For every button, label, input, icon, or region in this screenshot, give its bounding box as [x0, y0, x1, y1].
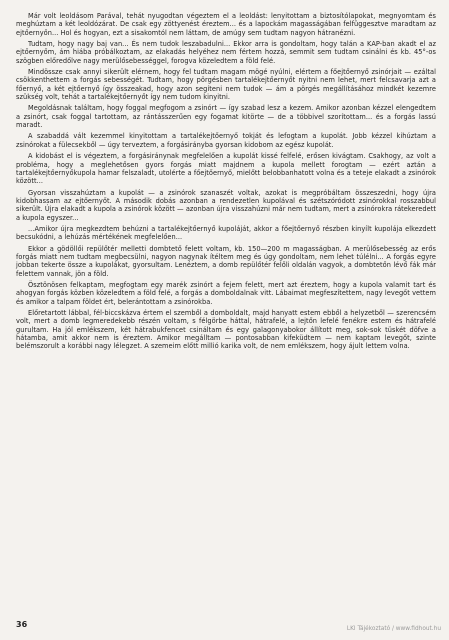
paragraph: Gyorsan visszahúztam a kupolát — a zsinórok szanaszét voltak, azokat is megpróbáltam összeszedni, hogy újra kidobhassam az ejtőernyőt. A második dobás azonban a rendezetlen kupolával és szétszóródott zsinórokkal rosszabbul sikerült. Újra elakadt a kupola a zsinórok között — azonban újra visszahúzni már nem tudtam, mert a zsinórokra rátekeredett a kupola egyszer...	[16, 188, 436, 222]
paragraph: Mindössze csak annyi sikerült elérnem, hogy fel tudtam magam mögé nyúlni, elértem a főejtőernyő zsinórjait — ezáltal csökkenthettem a forgás sebességét. Tudtam, hogy pörgésben tartalékejtőernyőt nyitni nem lehet, mert felcsavarja azt a főernyő, a két ejtőernyő így összeakad, hogy azon segíteni nem tudok — ám a pörgés megállításához mindkét kezemre szükség volt, tehát a tartalékejtőernyőt így nem tudom kinyitni.	[16, 68, 436, 102]
paragraph: A kidobást el is végeztem, a forgásiránynak megfelelően a kupolát kissé felfelé, erősen kivágtam. Csakhogy, az volt a probléma, hogy a meglehetősen gyors forgás miatt majdnem a kupola mellett forogtam — ezért aztán a tartalékejtőernyőkupola hamar felszaladt, utolérte a főejtőernyő, mielőtt belobbanhatott volna és a teteje elakadt a zsinórok között...	[16, 152, 436, 186]
paragraph: Ekkor a gödöllői repülőtér melletti dombtető felett voltam, kb. 150—200 m magasságban. A merülősebesség az erős forgás miatt nem tudtam megbecsülni, nagyon nagynak ítéltem meg és úgy gondoltam, nem lehet túlélni... A forgás egyre jobban tekerte össze a kupolákat, gyorsultam. Lenéztem, a domb repülőtér felőli oldalán vagyok, a dombtetőn lévő fák már felettem vannak, jön a föld.	[16, 244, 436, 278]
page-number: 36	[16, 620, 28, 629]
paragraph: Előretartott lábbal, fél-biccskázva értem el szemből a domboldalt, majd hanyatt estem ebből a helyzetből — szerencsém volt, mert a domb legmeredekebb részén voltam, s félgörbe háttal, hátrafelé, a lejtőn lefelé fenékre estem és hátrafelé gurultam. Ha jól emlékszem, két hátrabukfencet csináltam és egy galagonyabokor állított meg, sok-sok tüskét döfve a hátamba, amit akkor nem is éreztem. Amikor megálltam — pontosabban kifeküdtem — nem kaptam levegőt, szinte belémszorult a korábbi nagy lélegzet. A szemeim előtt millió karika volt, de nem emlékszem, hogy ájult lettem volna.	[16, 309, 436, 351]
paragraph: Már volt leoldásom Parával, tehát nyugodtan végeztem el a leoldást: lenyitottam a biztosítólapokat, megnyomtam és meghúztam a két leoldózárat. De csak egy zöttyenést éreztem... és a lapockám magasságában felfüggesztve maradtam az ejtőernyőn... Hol és hogyan, ezt a sisakomtól nem láttam, de amúgy sem tudtam nagyon hátranézni.	[16, 12, 436, 37]
paragraph: Ösztönösen felkaptam, megfogtam egy marék zsinórt a fejem felett, mert azt éreztem, hogy a kupola valamit tart és ahogyan forgás közben közeledtem a föld felé, a forgás a domboldalnak vitt. Lábaimat megfeszítettem, nagy levegőt vettem és amikor a talpam földet ért, belerántottam a zsinórokba.	[16, 280, 436, 306]
paragraph: Megoldásnak találtam, hogy foggal megfogom a zsinórt — így szabad lesz a kezem. Amikor azonban kézzel elengedtem a zsinórt, csak foggal tartottam, az rántásszerűen egy fogamat kitörte — de a többivel szorítottam... és a forgás lassú maradt.	[16, 104, 436, 130]
paragraph: Tudtam, hogy nagy baj van... És nem tudok leszabadulni... Ekkor arra is gondoltam, hogy talán a KAP-ban akadt el az ejtőernyőm, ám hiába próbálkoztam, az elakadás helyéhez nem fértem hozzá, semmit sem tudtam csinálni és kb. 45°-os szögben előredőlve nagy merülősebességgel, forogva közeledtem a föld felé.	[16, 40, 436, 65]
body-text	[16, 12, 436, 351]
paragraph: A szabaddá vált kezemmel kinyitottam a tartalékejtőernyő tokját és lefogtam a kupolát. Jobb kézzel kihúztam a zsinórokat a fülecsekből — úgy terveztem, a forgásirányba gyorsan kidobom az egész kupolát.	[16, 132, 436, 149]
paragraph: ...Amikor újra megkezdtem behúzni a tartalékejtőernyő kupoláját, akkor a főejtőernyő részben kinyílt kupolája elkezdett becsukódni, a lehúzás mértékének megfelelően...	[16, 224, 436, 242]
footer-watermark: LKI Tájékoztató / www.fidhout.hu	[346, 626, 441, 632]
